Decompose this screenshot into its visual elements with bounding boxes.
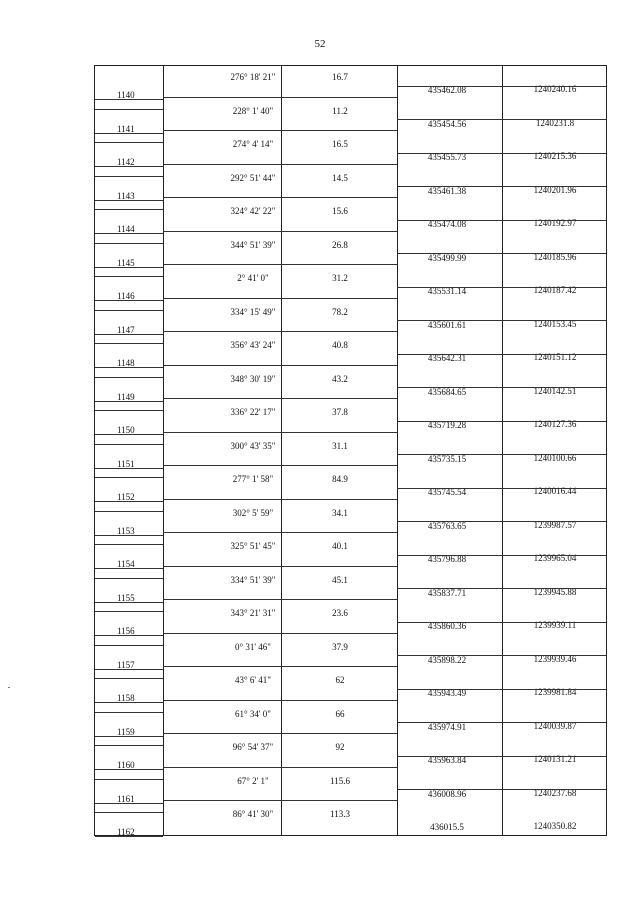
x-coordinate: 435837.71: [427, 587, 467, 598]
row-rule: [95, 836, 163, 837]
table-row: [95, 401, 606, 435]
table-row: [95, 301, 606, 335]
distance-value: 113.3: [330, 809, 350, 819]
table-row: [95, 602, 606, 636]
row-rule: [163, 331, 281, 332]
y-coordinate: 1239987.57: [533, 519, 577, 530]
row-rule: [95, 578, 163, 579]
row-rule: [281, 633, 397, 634]
x-coordinate: 435763.65: [427, 520, 467, 531]
row-rule: [397, 756, 502, 757]
row-rule: [397, 789, 502, 790]
point-number: 1154: [117, 559, 135, 569]
row-rule: [502, 354, 606, 355]
y-coordinate: 1239965.04: [533, 553, 577, 563]
row-rule: [163, 97, 281, 98]
x-coordinate: 435943.49: [427, 688, 467, 698]
y-coordinate: 1240142.51: [533, 385, 577, 396]
row-rule: [95, 544, 163, 545]
row-rule: [397, 387, 502, 388]
x-coordinate: 435963.84: [427, 755, 467, 765]
point-number: 1143: [117, 190, 135, 201]
row-rule: [95, 444, 163, 445]
y-coordinate: 1239981.84: [533, 687, 577, 697]
row-rule: [397, 521, 502, 522]
row-rule: [163, 599, 281, 600]
row-rule: [502, 119, 606, 120]
direction-angle: 336° 22' 17": [230, 407, 276, 417]
row-rule: [95, 377, 163, 378]
row-rule: [163, 666, 281, 667]
table-row: [95, 803, 606, 837]
point-number: 1162: [117, 827, 135, 837]
row-rule: [95, 243, 163, 244]
distance-value: 62: [335, 675, 345, 685]
y-coordinate: 1240240.16: [533, 84, 577, 94]
x-coordinate: 436008.96: [427, 788, 467, 799]
direction-angle: 348° 30' 19": [230, 373, 276, 384]
row-rule: [397, 320, 502, 321]
row-rule: [502, 756, 606, 757]
row-rule: [163, 398, 281, 399]
row-rule: [163, 700, 281, 701]
point-number: 1155: [117, 592, 135, 603]
table-row: [95, 334, 606, 368]
direction-angle: 2° 41' 0": [237, 273, 269, 283]
row-rule: [397, 555, 502, 556]
row-rule: [397, 354, 502, 355]
y-coordinate: 1240127.36: [533, 419, 577, 429]
x-coordinate: 435735.15: [427, 453, 467, 464]
row-rule: [281, 566, 397, 567]
point-number: 1153: [117, 525, 135, 536]
row-rule: [281, 599, 397, 600]
y-coordinate: 1239945.88: [533, 586, 577, 597]
y-coordinate: 1240153.45: [533, 318, 577, 329]
x-coordinate: 435454.56: [427, 118, 467, 129]
direction-angle: 67° 2' 1": [237, 775, 269, 786]
row-rule: [502, 488, 606, 489]
row-rule: [95, 645, 163, 646]
y-coordinate: 1240350.82: [533, 821, 577, 831]
distance-value: 78.2: [332, 306, 348, 317]
x-coordinate: 435719.28: [427, 420, 467, 430]
row-rule: [281, 197, 397, 198]
y-coordinate: 1239939.46: [533, 653, 577, 664]
point-number: 1146: [117, 291, 135, 301]
row-rule: [95, 343, 163, 344]
row-rule: [502, 655, 606, 656]
y-coordinate: 1240187.42: [533, 285, 577, 295]
point-number: 1158: [117, 693, 135, 703]
distance-value: 15.6: [332, 206, 348, 216]
row-rule: [281, 231, 397, 232]
row-rule: [397, 153, 502, 154]
x-coordinate: 435601.61: [427, 319, 467, 330]
x-coordinate: 435461.38: [427, 185, 467, 196]
row-rule: [281, 700, 397, 701]
point-number: 1140: [117, 90, 135, 100]
x-coordinate: 435974.91: [427, 721, 467, 732]
row-rule: [397, 253, 502, 254]
row-rule: [163, 633, 281, 634]
direction-angle: 228° 1' 40": [232, 105, 274, 116]
row-rule: [163, 432, 281, 433]
row-rule: [163, 800, 281, 801]
table-row: [95, 636, 606, 670]
x-coordinate: 435455.73: [427, 152, 467, 162]
y-coordinate: 1240215.36: [533, 151, 577, 161]
row-rule: [502, 287, 606, 288]
row-rule: [95, 511, 163, 512]
distance-value: 37.8: [332, 407, 348, 417]
row-rule: [163, 231, 281, 232]
row-rule: [397, 655, 502, 656]
table-row: [95, 133, 606, 167]
table-row: [95, 703, 606, 737]
row-rule: [95, 678, 163, 679]
direction-angle: 274° 4' 14": [232, 139, 274, 149]
row-rule: [502, 387, 606, 388]
y-coordinate: 1240192.97: [533, 218, 577, 228]
direction-angle: 292° 51' 44": [230, 172, 276, 183]
direction-angle: 0° 31' 46": [235, 641, 271, 652]
y-coordinate: 1240185.96: [533, 251, 577, 262]
x-coordinate: 435796.88: [427, 554, 467, 564]
table-row: [95, 200, 606, 234]
distance-value: 45.1: [332, 574, 348, 585]
x-coordinate: 436015.5: [430, 822, 464, 832]
row-rule: [281, 164, 397, 165]
row-rule: [397, 220, 502, 221]
distance-value: 26.8: [332, 239, 348, 250]
row-rule: [397, 287, 502, 288]
point-number: 1152: [117, 492, 135, 502]
distance-value: 66: [335, 708, 345, 719]
point-number: 1150: [117, 425, 135, 435]
distance-value: 16.7: [332, 72, 348, 82]
point-number: 1156: [117, 626, 135, 636]
y-coordinate: 1240016.44: [533, 486, 577, 496]
distance-value: 34.1: [332, 507, 348, 518]
row-rule: [163, 767, 281, 768]
row-rule: [397, 622, 502, 623]
row-rule: [163, 365, 281, 366]
point-number: 1151: [117, 458, 135, 469]
row-rule: [95, 611, 163, 612]
row-rule: [163, 298, 281, 299]
row-rule: [502, 320, 606, 321]
point-number: 1145: [117, 257, 135, 268]
row-rule: [397, 86, 502, 87]
row-rule: [163, 532, 281, 533]
row-rule: [281, 97, 397, 98]
y-coordinate: 1239939.11: [533, 620, 577, 630]
row-rule: [281, 532, 397, 533]
row-rule: [502, 689, 606, 690]
row-rule: [281, 499, 397, 500]
row-rule: [163, 499, 281, 500]
row-rule: [163, 164, 281, 165]
point-number: 1157: [117, 659, 135, 670]
table-row: [95, 669, 606, 703]
row-rule: [95, 109, 163, 110]
direction-angle: 96° 54' 37": [232, 742, 274, 752]
point-number: 1159: [117, 726, 135, 737]
row-rule: [397, 186, 502, 187]
row-rule: [281, 733, 397, 734]
point-number: 1160: [117, 760, 135, 770]
x-coordinate: 435684.65: [427, 386, 467, 397]
row-rule: [502, 220, 606, 221]
row-rule: [281, 432, 397, 433]
row-rule: [502, 555, 606, 556]
distance-value: 31.2: [332, 273, 348, 283]
row-rule: [502, 421, 606, 422]
distance-value: 40.8: [332, 340, 348, 350]
distance-value: 11.2: [332, 105, 348, 116]
row-rule: [397, 588, 502, 589]
x-coordinate: 435860.36: [427, 621, 467, 631]
row-rule: [281, 298, 397, 299]
row-rule: [397, 119, 502, 120]
table-row: [95, 736, 606, 770]
row-rule: [502, 588, 606, 589]
y-coordinate: 1240231.8: [535, 117, 575, 128]
distance-value: 84.9: [332, 474, 348, 484]
y-coordinate: 1240201.96: [533, 184, 577, 195]
row-rule: [397, 722, 502, 723]
row-rule: [281, 465, 397, 466]
point-number: 1141: [117, 123, 135, 134]
direction-angle: 325° 51' 45": [230, 541, 276, 551]
row-rule: [502, 622, 606, 623]
row-rule: [502, 789, 606, 790]
x-coordinate: 435898.22: [427, 654, 467, 665]
row-rule: [502, 722, 606, 723]
distance-value: 16.5: [332, 139, 348, 149]
table-row: [95, 368, 606, 402]
distance-value: 31.1: [332, 440, 348, 451]
margin-mark: [8, 687, 10, 688]
y-coordinate: 1240131.21: [533, 754, 577, 764]
direction-angle: 324° 42' 22": [230, 206, 276, 216]
x-coordinate: 435642.31: [427, 353, 467, 363]
table-row: [95, 435, 606, 469]
row-rule: [502, 521, 606, 522]
direction-angle: 344° 51' 39": [230, 239, 276, 250]
table-row: [95, 234, 606, 268]
y-coordinate: 1240237.68: [533, 787, 577, 798]
table-row: [95, 569, 606, 603]
row-rule: [281, 398, 397, 399]
distance-value: 43.2: [332, 373, 348, 384]
x-coordinate: 435462.08: [427, 85, 467, 95]
row-rule: [163, 264, 281, 265]
x-coordinate: 435499.99: [427, 252, 467, 263]
direction-angle: 334° 51' 39": [230, 574, 276, 585]
direction-angle: 356° 43' 24": [230, 340, 276, 350]
table-row: [95, 100, 606, 134]
row-rule: [95, 142, 163, 143]
direction-angle: 302° 5' 59": [232, 507, 274, 518]
row-rule: [95, 779, 163, 780]
row-rule: [281, 800, 397, 801]
row-rule: [397, 421, 502, 422]
row-rule: [163, 197, 281, 198]
y-coordinate: 1240039.87: [533, 720, 577, 731]
row-rule: [502, 253, 606, 254]
row-rule: [95, 812, 163, 813]
distance-value: 14.5: [332, 172, 348, 183]
table-row: [95, 267, 606, 301]
y-coordinate: 1240151.12: [533, 352, 577, 362]
row-rule: [95, 176, 163, 177]
point-number: 1148: [117, 358, 135, 368]
point-number: 1161: [117, 793, 135, 804]
coordinates-table: [94, 65, 607, 836]
row-rule: [163, 465, 281, 466]
distance-value: 37.9: [332, 641, 348, 652]
point-number: 1142: [117, 157, 135, 167]
row-rule: [281, 767, 397, 768]
direction-angle: 276° 18' 21": [230, 72, 276, 82]
table-row: [95, 502, 606, 536]
distance-value: 115.6: [330, 775, 350, 786]
distance-value: 92: [335, 742, 345, 752]
row-rule: [397, 454, 502, 455]
row-rule: [95, 310, 163, 311]
row-rule: [281, 130, 397, 131]
x-coordinate: 435474.08: [427, 219, 467, 229]
point-number: 1144: [117, 224, 135, 234]
x-coordinate: 435531.14: [427, 286, 467, 296]
table-row: [95, 535, 606, 569]
row-rule: [281, 666, 397, 667]
y-coordinate: 1240100.66: [533, 452, 577, 463]
direction-angle: 86° 41' 30": [232, 809, 274, 819]
row-rule: [95, 477, 163, 478]
direction-angle: 277° 1' 58": [232, 474, 274, 484]
row-rule: [95, 712, 163, 713]
row-rule: [502, 153, 606, 154]
row-rule: [281, 331, 397, 332]
row-rule: [281, 264, 397, 265]
direction-angle: 343° 21' 31": [230, 608, 276, 618]
distance-value: 40.1: [332, 541, 348, 551]
table-row: [95, 66, 606, 100]
row-rule: [163, 130, 281, 131]
table-row: [95, 167, 606, 201]
direction-angle: 43° 6' 41": [235, 675, 271, 685]
row-rule: [397, 488, 502, 489]
distance-value: 23.6: [332, 608, 348, 618]
direction-angle: 61° 34' 0": [235, 708, 271, 719]
row-rule: [163, 733, 281, 734]
row-rule: [397, 689, 502, 690]
direction-angle: 300° 43' 35": [230, 440, 276, 451]
direction-angle: 334° 15' 49": [230, 306, 276, 317]
point-number: 1149: [117, 391, 135, 402]
row-rule: [95, 410, 163, 411]
table-row: [95, 468, 606, 502]
row-rule: [95, 745, 163, 746]
row-rule: [95, 276, 163, 277]
row-rule: [95, 209, 163, 210]
row-rule: [163, 566, 281, 567]
point-number: 1147: [117, 324, 135, 335]
x-coordinate: 435745.54: [427, 487, 467, 497]
row-rule: [502, 186, 606, 187]
row-rule: [502, 86, 606, 87]
row-rule: [502, 454, 606, 455]
page-number: 52: [314, 38, 326, 50]
table-row: [95, 770, 606, 804]
row-rule: [281, 365, 397, 366]
